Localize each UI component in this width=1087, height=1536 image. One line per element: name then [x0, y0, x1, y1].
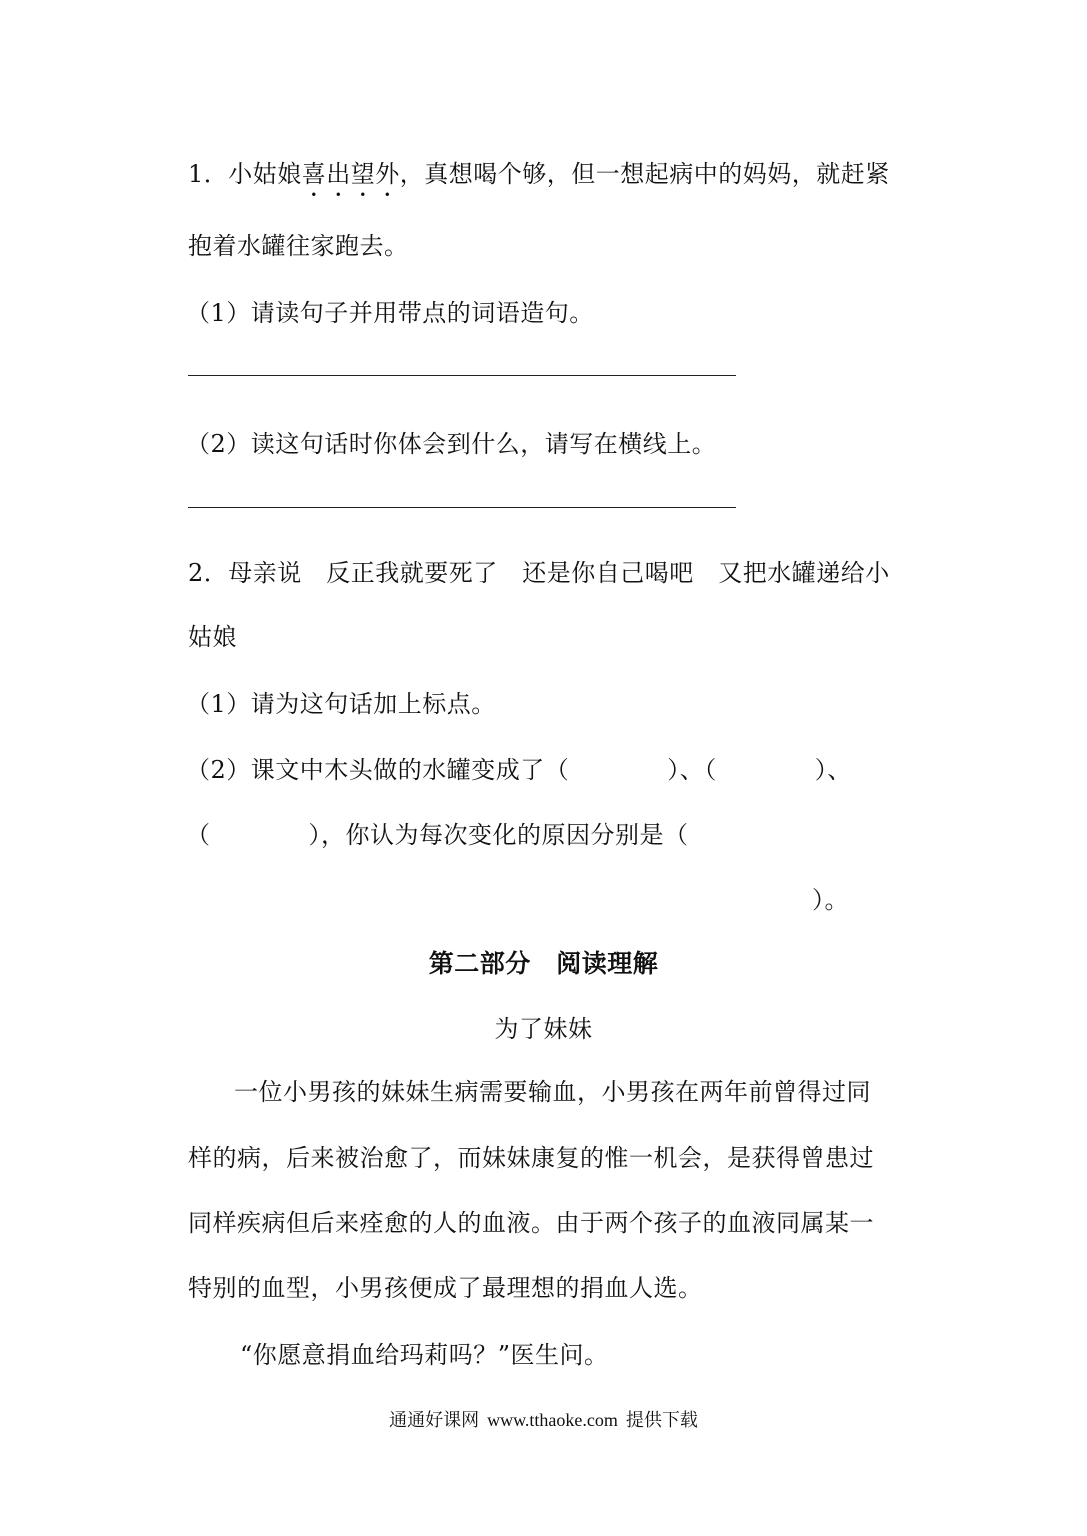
story-title: 为了妹妹	[494, 1015, 593, 1043]
q2-line1: 2．母亲说 反正我就要死了 还是你自己喝吧 又把水罐递给小	[188, 559, 890, 587]
page-footer	[0, 1408, 1087, 1433]
story-p2-line1: “你愿意捐血给玛莉吗？”医生问。	[240, 1341, 609, 1369]
section-heading: 第二部分 阅读理解	[428, 949, 659, 978]
q2-sub2-line2: （ ），你认为每次变化的原因分别是（	[186, 821, 689, 849]
q2-line2: 姑娘	[188, 623, 237, 651]
q1-prefix: 1．小姑娘	[188, 160, 302, 188]
q1-line1	[188, 158, 890, 202]
q1-sub2: （2）读这句话时你体会到什么，请写在横线上。	[186, 430, 717, 458]
q1-sub1: （1）请读句子并用带点的词语造句。	[186, 299, 594, 327]
story-p1-line2: 样的病，后来被治愈了，而妹妹康复的惟一机会，是获得曾患过	[188, 1144, 874, 1172]
footer-suffix: 提供下载	[625, 1410, 698, 1431]
q1-answer-line1[interactable]	[188, 375, 736, 376]
story-p1-line1: 一位小男孩的妹妹生病需要输血，小男孩在两年前曾得过同	[234, 1078, 871, 1106]
story-p1-line3: 同样疾病但后来痊愈的人的血液。由于两个孩子的血液同属某一	[188, 1209, 874, 1237]
footer-url[interactable]: www.tthaoke.com	[487, 1410, 618, 1430]
footer-site-name: 通通好课网	[389, 1410, 480, 1431]
q1-answer-line2[interactable]	[188, 507, 736, 508]
q2-sub1: （1）请为这句话加上标点。	[186, 690, 496, 718]
q2-sub2-line3: ）。	[812, 886, 849, 914]
q1-suffix: ，真想喝个够，但一想起病中的妈妈，就赶紧	[399, 160, 890, 188]
story-p1-line4: 特别的血型，小男孩便成了最理想的捐血人选。	[188, 1274, 703, 1302]
q2-sub2-line1: （2）课文中木头做的水罐变成了（ ）、（ ）、	[186, 756, 852, 784]
q1-line2: 抱着水罐往家跑去。	[188, 232, 409, 260]
q1-dotted-phrase: 喜出望外	[301, 160, 400, 188]
